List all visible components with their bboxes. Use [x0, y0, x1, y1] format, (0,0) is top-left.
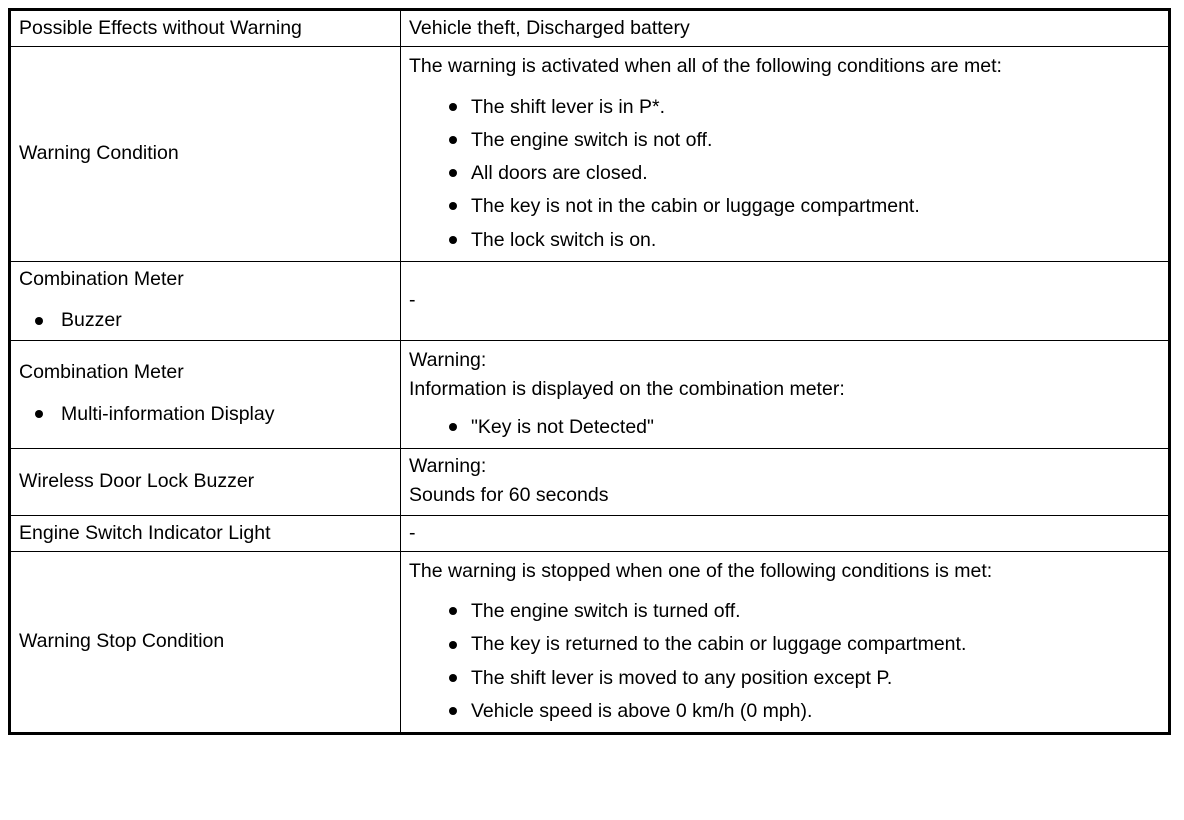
table-row — [10, 515, 1170, 551]
list-item-label: The engine switch is turned off. — [471, 600, 741, 623]
row-value-warning-condition — [401, 47, 1170, 262]
row-label-warning-stop-condition: Warning Stop Condition — [10, 551, 401, 733]
row-label-sublist — [19, 307, 392, 334]
bullet-icon — [449, 136, 457, 144]
list-item — [449, 192, 1160, 221]
list-item — [449, 159, 1160, 188]
list-item — [35, 307, 392, 334]
display-lead-2: Information is displayed on the combination meter: — [409, 377, 845, 400]
bullet-icon — [449, 103, 457, 111]
bullet-icon — [449, 169, 457, 177]
warning-specification-table — [8, 8, 1171, 735]
row-label-warning-condition: Warning Condition — [10, 47, 401, 262]
bullet-icon — [449, 641, 457, 649]
bullet-icon — [449, 423, 457, 431]
bullet-icon — [449, 607, 457, 615]
table-row — [10, 47, 1170, 262]
bullet-icon — [449, 236, 457, 244]
list-item-label: The key is returned to the cabin or luggage compartment. — [471, 633, 967, 656]
table-row — [10, 341, 1170, 449]
list-item-label: "Key is not Detected" — [471, 415, 654, 438]
display-message-list — [409, 413, 1160, 442]
list-item-label: The lock switch is on. — [471, 228, 657, 251]
warning-condition-list — [409, 93, 1160, 255]
row-label-possible-effects: Possible Effects without Warning — [10, 10, 401, 47]
row-label-engine-switch-indicator-light: Engine Switch Indicator Light — [10, 515, 401, 551]
buzzer-line-1: Warning: — [409, 455, 487, 478]
list-item — [449, 597, 1160, 626]
list-item-label: The engine switch is not off. — [471, 128, 713, 151]
list-item — [449, 93, 1160, 122]
warning-condition-lead: The warning is activated when all of the following conditions are met: — [409, 55, 1002, 78]
row-label-combination-meter-display — [10, 341, 401, 449]
list-item-label: The shift lever is moved to any position except P. — [471, 666, 893, 689]
row-value-dash: - — [409, 289, 416, 312]
list-item-label: Buzzer — [61, 309, 122, 332]
row-label-sublist — [19, 401, 392, 428]
bullet-icon — [449, 202, 457, 210]
row-value-possible-effects: Vehicle theft, Discharged battery — [401, 10, 1170, 47]
row-label-title: Combination Meter — [19, 267, 184, 290]
list-item-label: The shift lever is in P*. — [471, 95, 665, 118]
list-item-label: Multi-information Display — [61, 402, 275, 425]
list-item — [449, 413, 1160, 442]
list-item — [449, 664, 1160, 693]
bullet-icon — [449, 674, 457, 682]
row-label-combination-meter-buzzer — [10, 261, 401, 341]
row-value-warning-stop-condition — [401, 551, 1170, 733]
list-item — [449, 126, 1160, 155]
list-item-label: Vehicle speed is above 0 km/h (0 mph). — [471, 699, 813, 722]
warning-stop-lead: The warning is stopped when one of the following conditions is met: — [409, 559, 993, 582]
row-value-combination-meter-display — [401, 341, 1170, 449]
bullet-icon — [449, 707, 457, 715]
list-item — [449, 697, 1160, 726]
list-item — [449, 226, 1160, 255]
table-row — [10, 261, 1170, 341]
table-row — [10, 10, 1170, 47]
list-item — [449, 630, 1160, 659]
row-value-engine-switch-indicator-light: - — [401, 515, 1170, 551]
table-row — [10, 551, 1170, 733]
row-label-title: Combination Meter — [19, 361, 184, 384]
buzzer-line-2: Sounds for 60 seconds — [409, 484, 609, 507]
table-row — [10, 449, 1170, 516]
warning-stop-list — [409, 597, 1160, 726]
row-label-wireless-door-lock-buzzer: Wireless Door Lock Buzzer — [10, 449, 401, 516]
list-item — [35, 401, 392, 428]
row-value-combination-meter-buzzer — [401, 261, 1170, 341]
bullet-icon — [35, 317, 43, 325]
display-lead-1: Warning: — [409, 349, 487, 372]
bullet-icon — [35, 410, 43, 418]
list-item-label: All doors are closed. — [471, 162, 648, 185]
list-item-label: The key is not in the cabin or luggage compartment. — [471, 195, 920, 218]
row-value-wireless-door-lock-buzzer — [401, 449, 1170, 516]
